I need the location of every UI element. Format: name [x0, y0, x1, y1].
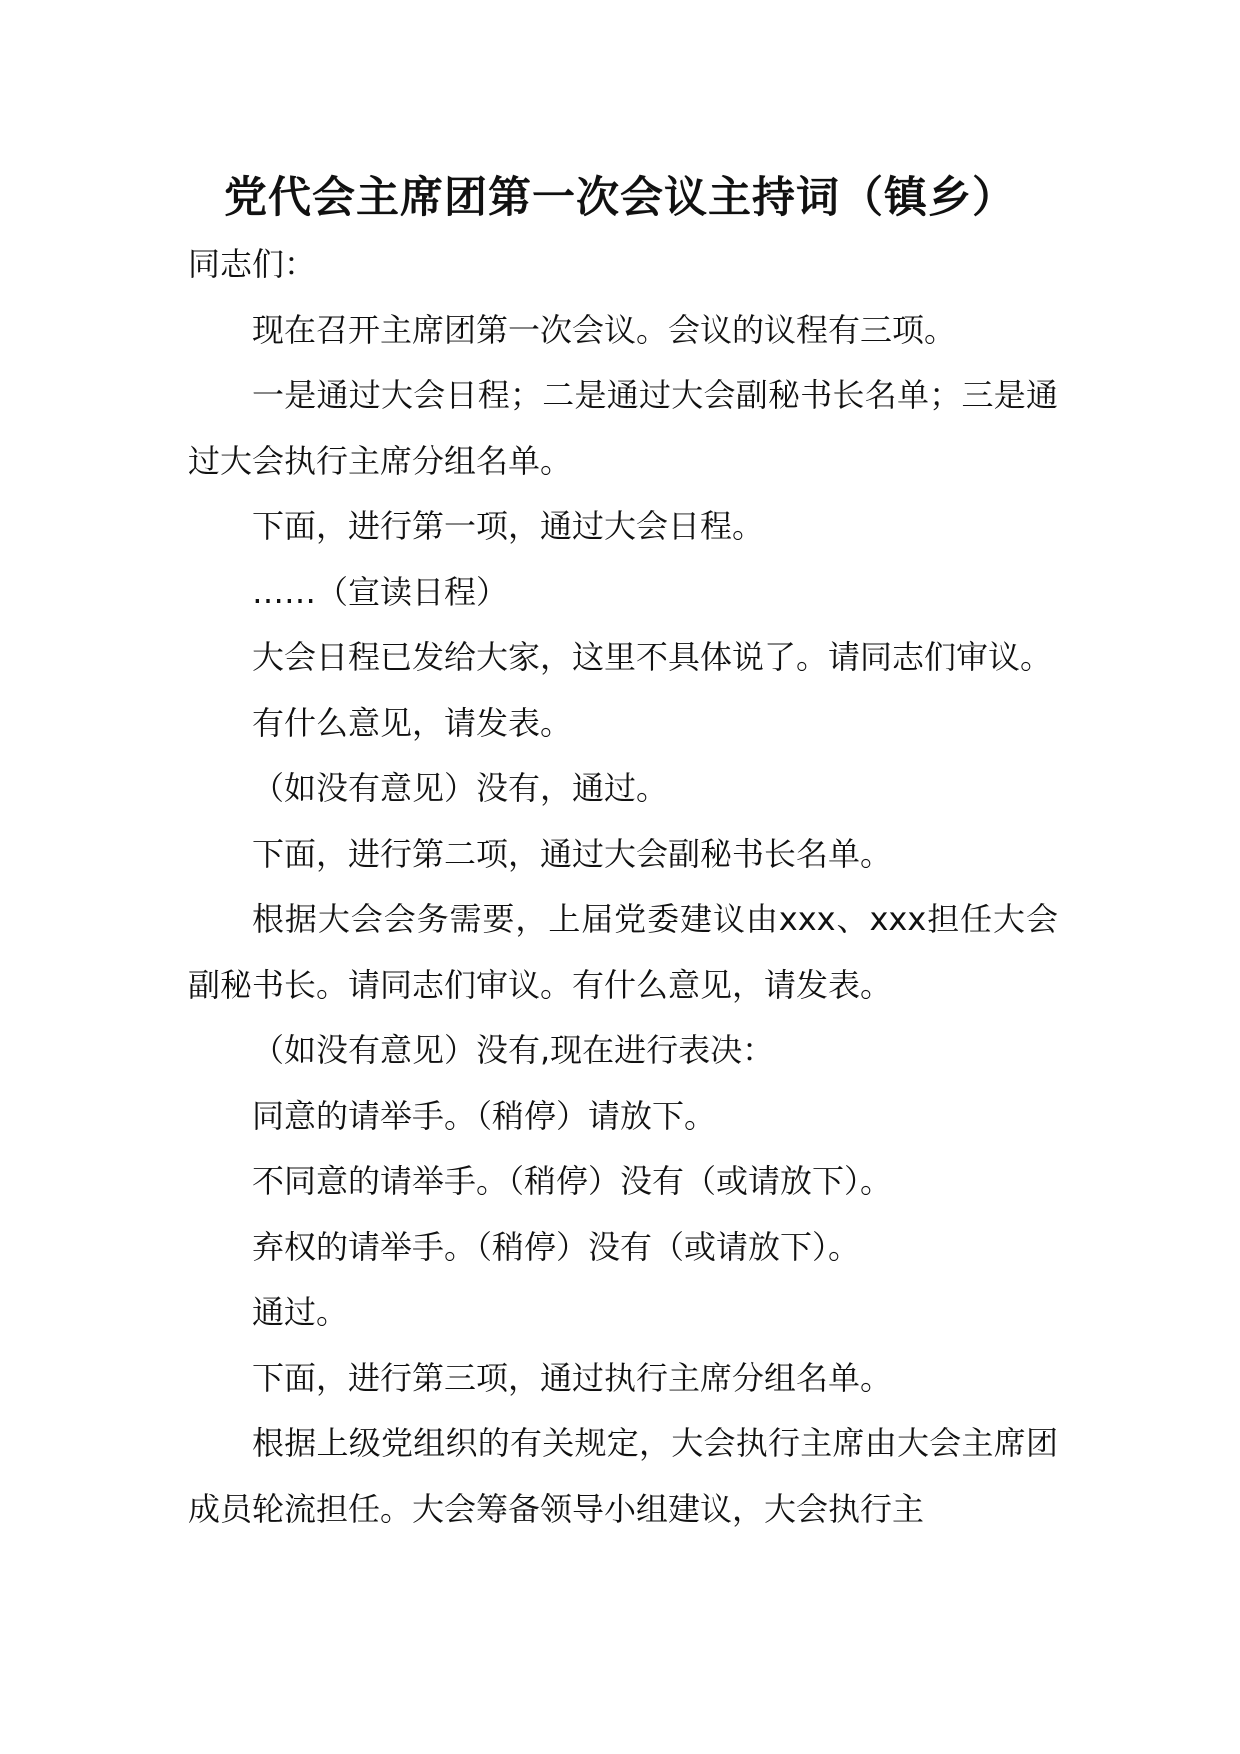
paragraph-5: 大会日程已发给大家，这里不具体说了。请同志们审议。 [252, 638, 1053, 676]
paragraph-12: 不同意的请举手。（稍停）没有（或请放下）。 [252, 1162, 893, 1200]
document-body [188, 232, 1058, 1542]
paragraph-14: 通过。 [252, 1293, 349, 1331]
paragraph-1: 现在召开主席团第一次会议。会议的议程有三项。 [252, 310, 957, 349]
paragraph-8: 下面，进行第二项，通过大会副秘书长名单。 [252, 834, 893, 873]
paragraph-2: 一是通过大会日程；二是通过大会副秘书长名单；三是通过大会执行主席分组名单。 [188, 376, 1058, 480]
paragraph-4: ……（宣读日程） [252, 572, 509, 611]
document-title: 党代会主席团第一次会议主持词（镇乡） [224, 173, 1016, 223]
paragraph-16: 根据上级党组织的有关规定，大会执行主席由大会主席团成员轮流担任。大会筹备领导小组建议，大会执行主 [188, 1424, 1058, 1528]
paragraph-15: 下面，进行第三项，通过执行主席分组名单。 [252, 1358, 893, 1397]
paragraph-6: 有什么意见，请发表。 [252, 703, 573, 742]
paragraph-13: 弃权的请举手。（稍停）没有（或请放下）。 [252, 1227, 861, 1266]
paragraph-9: 根据大会会务需要，上届党委建议由xxx、xxx担任大会副秘书长。请同志们审议。有什么意见，请发表。 [188, 900, 1058, 1004]
salutation: 同志们： [188, 245, 317, 283]
paragraph-10: （如没有意见）没有,现在进行表决： [252, 1031, 775, 1069]
paragraph-3: 下面，进行第一项，通过大会日程。 [252, 507, 765, 545]
paragraph-11: 同意的请举手。（稍停）请放下。 [252, 1096, 717, 1135]
paragraph-7: （如没有意见）没有，通过。 [252, 769, 669, 807]
